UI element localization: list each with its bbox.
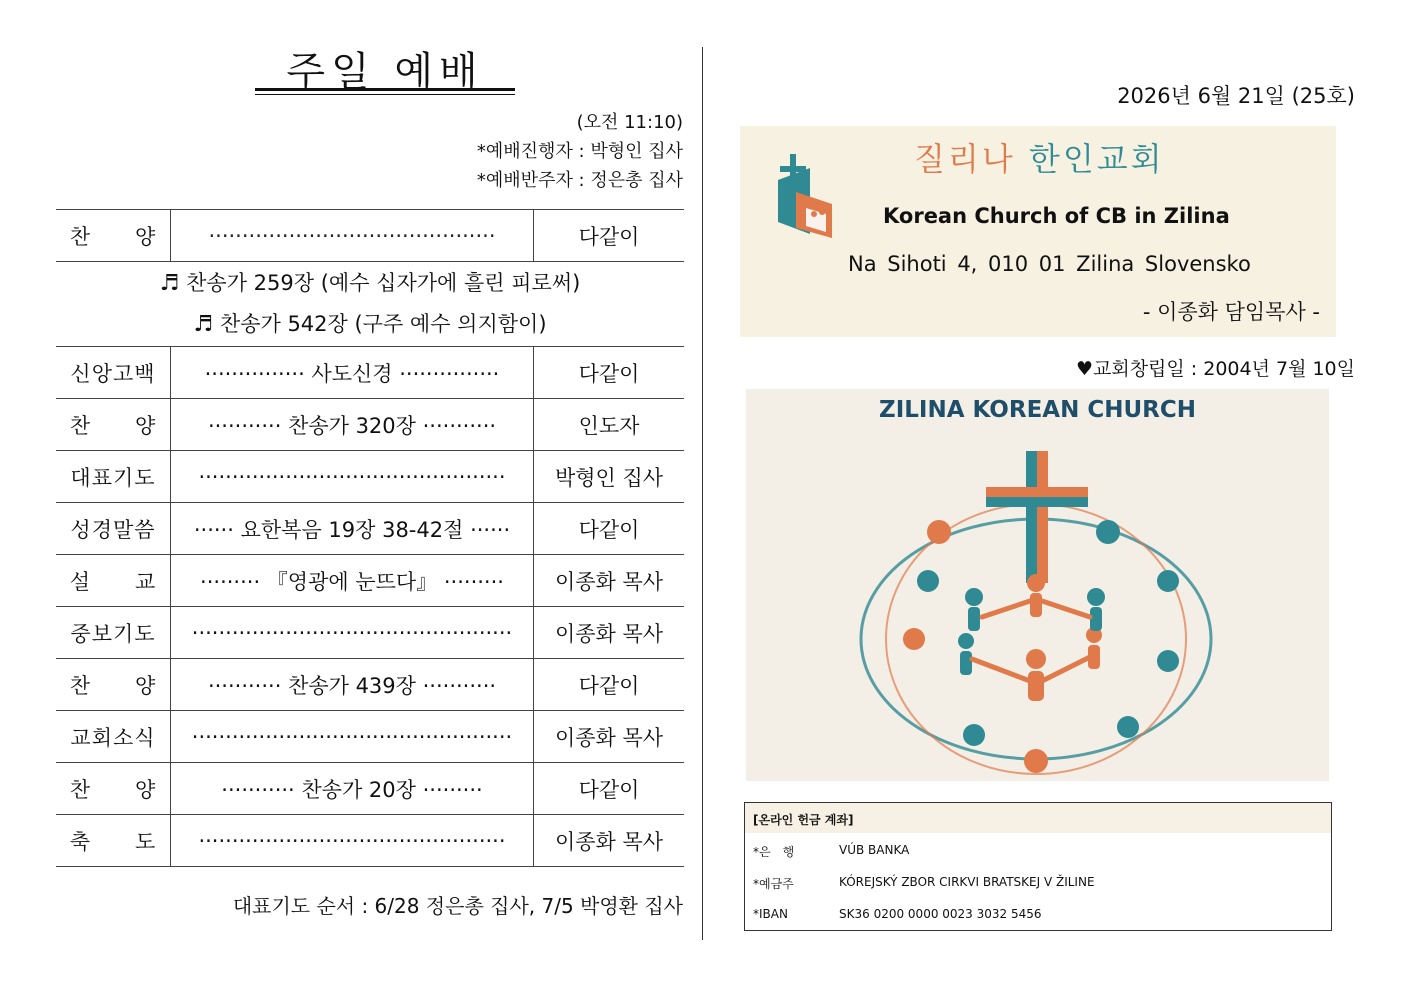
order-row — [56, 347, 684, 399]
iban-value: SK36 0200 0000 0023 3032 5456 — [839, 907, 1042, 921]
order-person: 다같이 — [534, 347, 685, 399]
order-row — [56, 503, 684, 555]
order-row — [56, 607, 684, 659]
order-row — [56, 555, 684, 607]
order-item: 성경말씀 — [56, 503, 171, 555]
pastor-name: - 이종화 담임목사 - — [1142, 300, 1320, 324]
order-item: 찬 양 — [56, 210, 171, 262]
hymn-line — [56, 304, 684, 345]
order-person: 이종화 목사 — [534, 815, 685, 867]
order-item: 교회소식 — [56, 711, 171, 763]
church-name-part-1: 질리나 — [914, 140, 1016, 178]
service-leader: *예배진행자 : 박형인 집사 — [476, 141, 683, 162]
account-holder-value: KÓREJSKÝ ZBOR CIRKVI BRATSKEJ V ŽILINE — [839, 875, 1095, 889]
order-item: 찬 양 — [56, 659, 171, 711]
order-person: 다같이 — [534, 659, 685, 711]
church-logo-icon — [770, 152, 840, 242]
service-accompanist: *예배반주자 : 정은총 집사 — [476, 170, 683, 191]
music-note-icon: ♬ — [159, 271, 180, 296]
order-row — [56, 659, 684, 711]
iban-label: *IBAN — [753, 907, 788, 921]
order-content: ··········· 찬송가 20장 ········· — [171, 763, 534, 815]
church-name-korean — [914, 134, 1165, 180]
order-row — [56, 763, 684, 815]
church-name-part-2: 한인교회 — [1028, 140, 1165, 178]
community-cross-icon — [746, 389, 1329, 781]
music-note-icon: ♬ — [193, 312, 214, 337]
order-content: ··············· 사도신경 ··············· — [171, 347, 534, 399]
order-person: 다같이 — [534, 210, 685, 262]
church-header-box — [740, 126, 1336, 337]
prayer-schedule: 대표기도 순서 : 6/28 정은총 집사, 7/5 박영환 집사 — [232, 894, 683, 918]
order-person: 인도자 — [534, 399, 685, 451]
order-content: ······ 요한복음 19장 38-42절 ······ — [171, 503, 534, 555]
founding-date: ♥교회창립일 : 2004년 7월 10일 — [1075, 358, 1355, 380]
opening-hymns-row — [56, 262, 684, 347]
order-row — [56, 210, 684, 262]
hymn-text: 찬송가 259장 (예수 십자가에 흘린 피로써) — [186, 271, 581, 295]
order-item: 설 교 — [56, 555, 171, 607]
hymn-text: 찬송가 542장 (구주 예수 의지함이) — [219, 312, 547, 336]
order-person: 이종화 목사 — [534, 555, 685, 607]
church-address: Na Sihoti 4, 010 01 Zilina Slovensko — [848, 252, 1251, 276]
opening-hymns — [56, 262, 684, 347]
column-divider — [702, 47, 703, 940]
order-row — [56, 451, 684, 503]
order-person: 이종화 목사 — [534, 711, 685, 763]
order-content: ·············································· — [171, 451, 534, 503]
order-person: 이종화 목사 — [534, 607, 685, 659]
order-row — [56, 815, 684, 867]
online-offering-box — [744, 802, 1332, 931]
order-person: 다같이 — [534, 763, 685, 815]
worship-order-table — [56, 209, 684, 867]
service-time: (오전 11:10) — [576, 112, 683, 133]
title-underline — [255, 88, 515, 91]
church-name-english: Korean Church of CB in Zilina — [883, 204, 1230, 228]
order-item: 중보기도 — [56, 607, 171, 659]
account-holder-label: *예금주 — [753, 877, 794, 891]
bulletin-date: 2026년 6월 21일 (25호) — [1117, 84, 1355, 108]
order-person: 박형인 집사 — [534, 451, 685, 503]
order-content: ········· 『영광에 눈뜨다』 ········· — [171, 555, 534, 607]
order-item: 찬 양 — [56, 399, 171, 451]
bank-label: *은 행 — [753, 845, 795, 859]
illustration-title: ZILINA KOREAN CHURCH — [879, 397, 1196, 423]
title-underline-thin — [255, 94, 515, 95]
order-row — [56, 399, 684, 451]
order-content: ··········· 찬송가 439장 ··········· — [171, 659, 534, 711]
order-item: 대표기도 — [56, 451, 171, 503]
order-person: 다같이 — [534, 503, 685, 555]
order-row — [56, 711, 684, 763]
page-title: 주일 예배 — [286, 49, 484, 95]
church-illustration — [746, 389, 1329, 781]
hymn-line — [56, 263, 684, 304]
order-item: 찬 양 — [56, 763, 171, 815]
order-content: ················································ — [171, 607, 534, 659]
offering-heading: [온라인 헌금 계좌] — [753, 813, 854, 827]
order-content: ··········· 찬송가 320장 ··········· — [171, 399, 534, 451]
order-item: 축 도 — [56, 815, 171, 867]
order-content: ················································ — [171, 711, 534, 763]
order-item: 신앙고백 — [56, 347, 171, 399]
order-content: ··········································· — [171, 210, 534, 262]
bank-value: VÚB BANKA — [839, 843, 910, 857]
order-content: ·············································· — [171, 815, 534, 867]
